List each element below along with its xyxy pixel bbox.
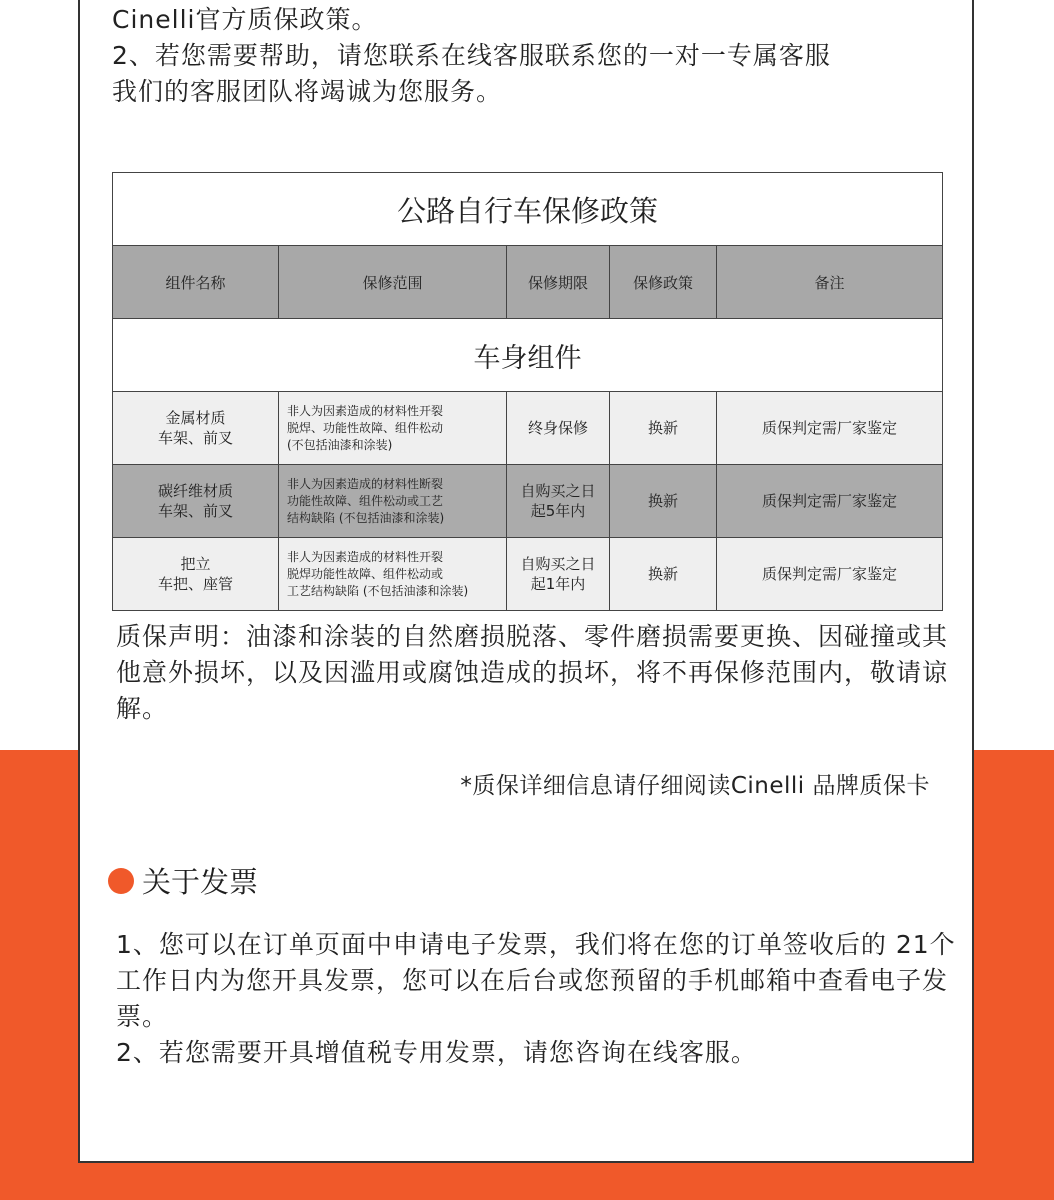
table-section-title: 车身组件 xyxy=(113,319,943,392)
warranty-statement: 质保声明：油漆和涂装的自然磨损脱落、零件磨损需要更换、因碰撞或其他意外损坏，以及因滥用或腐蚀造成的损坏，将不再保修范围内，敬请谅解。 xyxy=(116,622,949,723)
column-header: 保修政策 xyxy=(610,246,717,319)
component-name-cell: 金属材质 车架、前叉 xyxy=(113,392,279,465)
column-header: 保修范围 xyxy=(279,246,507,319)
invoice-info xyxy=(116,927,956,1071)
warranty-info-card xyxy=(78,0,974,1163)
scope-cell: 非人为因素造成的材料性断裂 功能性故障、组件松动或工艺 结构缺陷 (不包括油漆和涂装) xyxy=(279,465,507,538)
table-row xyxy=(113,465,943,538)
column-header: 组件名称 xyxy=(113,246,279,319)
table-header-row xyxy=(113,246,943,319)
remark-cell: 质保判定需厂家鉴定 xyxy=(717,538,943,611)
remark-cell: 质保判定需厂家鉴定 xyxy=(717,392,943,465)
component-name-cell: 碳纤维材质 车架、前叉 xyxy=(113,465,279,538)
policy-cell: 换新 xyxy=(610,392,717,465)
invoice-line: 1、您可以在订单页面中申请电子发票，我们将在您的订单签收后的 21个工作日内为您开具发票，您可以在后台或您预留的手机邮箱中查看电子发票。 xyxy=(116,930,956,1031)
invoice-section-heading xyxy=(108,860,258,901)
column-header: 保修期限 xyxy=(507,246,610,319)
warranty-card-note: *质保详细信息请仔细阅读Cinelli 品牌质保卡 xyxy=(460,773,930,799)
column-header: 备注 xyxy=(717,246,943,319)
policy-cell: 换新 xyxy=(610,465,717,538)
table-row xyxy=(113,538,943,611)
period-cell: 终身保修 xyxy=(507,392,610,465)
scope-cell: 非人为因素造成的材料性开裂 脱焊功能性故障、组件松动或 工艺结构缺陷 (不包括油漆和涂装) xyxy=(279,538,507,611)
policy-cell: 换新 xyxy=(610,538,717,611)
intro-line: 我们的客服团队将竭诚为您服务。 xyxy=(112,77,503,106)
warranty-policy-table xyxy=(112,172,943,611)
table-row xyxy=(113,392,943,465)
orange-dot-icon xyxy=(108,868,134,894)
period-cell: 自购买之日 起5年内 xyxy=(507,465,610,538)
remark-cell: 质保判定需厂家鉴定 xyxy=(717,465,943,538)
invoice-section-title: 关于发票 xyxy=(142,865,259,899)
after-sales-intro xyxy=(112,0,952,110)
scope-cell: 非人为因素造成的材料性开裂 脱焊、功能性故障、组件松动 (不包括油漆和涂装) xyxy=(279,392,507,465)
intro-line: Cinelli官方质保政策。 xyxy=(112,5,378,34)
intro-line: 2、若您需要帮助，请您联系在线客服联系您的一对一专属客服 xyxy=(112,41,831,70)
table-title: 公路自行车保修政策 xyxy=(113,173,943,246)
component-name-cell: 把立 车把、座管 xyxy=(113,538,279,611)
invoice-line: 2、若您需要开具增值税专用发票，请您咨询在线客服。 xyxy=(116,1038,757,1067)
period-cell: 自购买之日 起1年内 xyxy=(507,538,610,611)
